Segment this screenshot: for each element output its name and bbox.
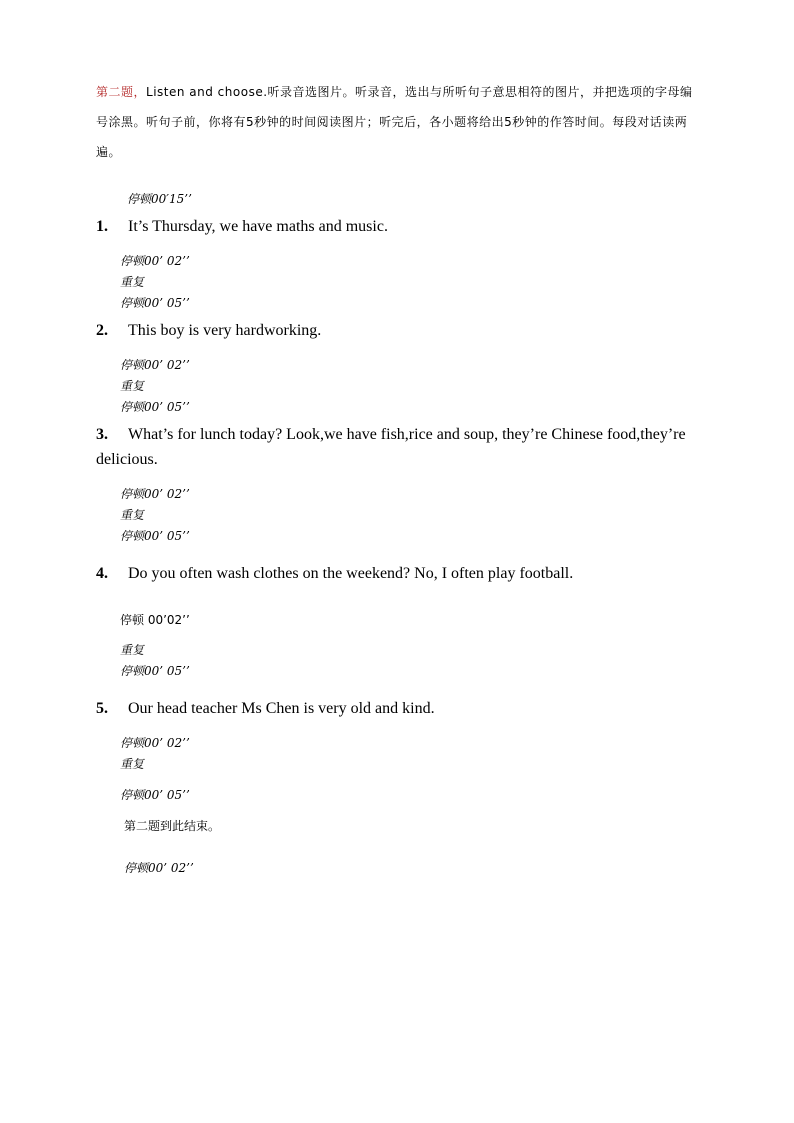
final-pause: 停顿00’ 02’’ [124, 861, 194, 875]
pause-note: 停顿00’ 05’’ [120, 529, 190, 543]
pause-note: 停顿00’ 05’’ [120, 296, 190, 310]
repeat-note: 重复 [120, 757, 145, 771]
section-instructions [96, 77, 696, 167]
question-5 [96, 696, 696, 721]
section-end: 第二题到此结束。 [124, 819, 221, 833]
initial-pause: 停顿00′15’’ [127, 192, 192, 206]
question-3 [96, 422, 696, 472]
instructions-text: Listen and choose.听录音选图片。听录音，选出与所听句子意思相符的图片，并把选项的字母编号涂黑。听句子前，你将有5秒钟的时间阅读图片；听完后，各小题将给出5秒钟的作答时间。每段对话读两遍。 [96, 85, 693, 159]
question-1 [96, 214, 696, 239]
repeat-note: 重复 [120, 508, 145, 522]
question-2 [96, 318, 696, 343]
question-4 [96, 561, 696, 586]
pause-note: 停顿00’ 05’’ [120, 400, 190, 414]
pause-note: 停顿00’ 02’’ [120, 358, 190, 372]
question-number: 1. [96, 218, 108, 235]
question-number: 2. [96, 322, 108, 339]
question-text: This boy is very hardworking. [128, 322, 322, 339]
question-number: 5. [96, 700, 108, 717]
question-text: It’s Thursday, we have maths and music. [128, 218, 388, 235]
question-number: 4. [96, 565, 108, 582]
pause-note: 停顿00’ 02’’ [120, 736, 190, 750]
question-number: 3. [96, 426, 108, 443]
pause-note: 停顿00’ 05’’ [120, 788, 190, 802]
section-number: 第二题， [96, 85, 147, 99]
pause-note: 停顿00’ 02’’ [120, 254, 190, 268]
repeat-note: 重复 [120, 379, 145, 393]
repeat-note: 重复 [120, 643, 145, 657]
repeat-note: 重复 [120, 275, 145, 289]
question-text: What’s for lunch today? Look,we have fish,rice and soup, they’re Chinese food,they’re delicious. [96, 426, 686, 468]
question-text: Our head teacher Ms Chen is very old and kind. [128, 700, 435, 717]
pause-note: 停顿00’ 05’’ [120, 664, 190, 678]
pause-note: 停顿 00’02’’ [120, 613, 190, 627]
pause-note: 停顿00’ 02’’ [120, 487, 190, 501]
question-text: Do you often wash clothes on the weekend? No, I often play football. [128, 565, 574, 582]
